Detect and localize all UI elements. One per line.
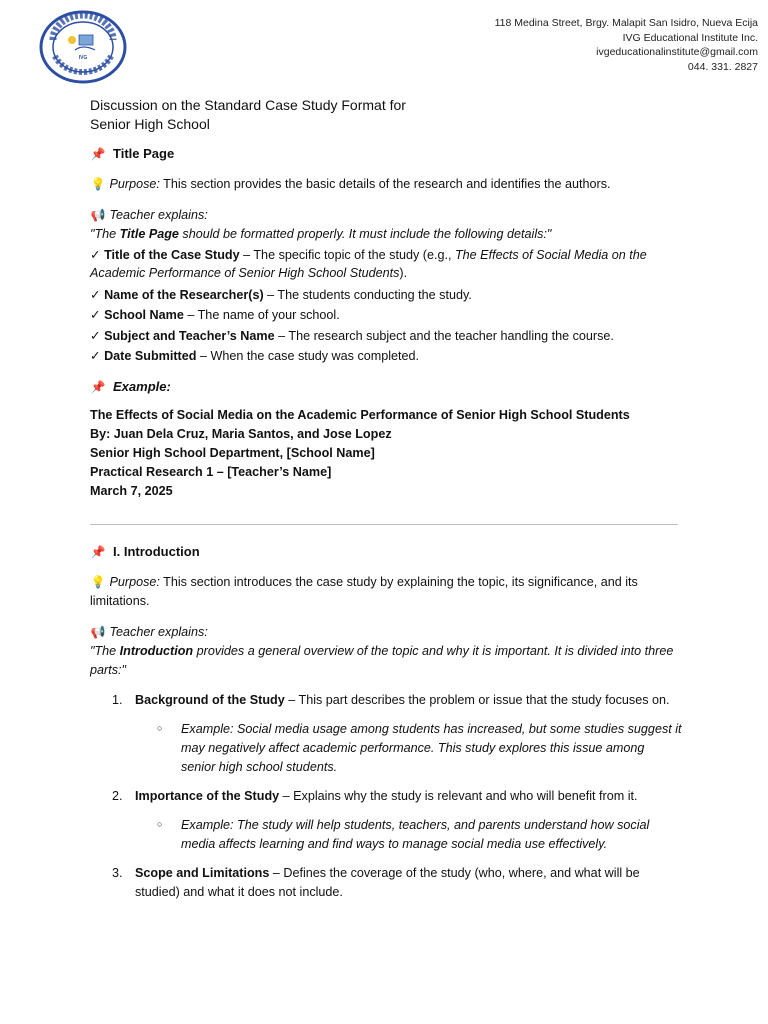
item-label: Background of the Study [135, 693, 285, 707]
check-icon: ✓ [90, 248, 101, 262]
example-label: Example: [113, 379, 171, 394]
teacher-label: Teacher explains: [109, 208, 208, 222]
list-number: 1. [112, 693, 123, 707]
quote-bold: Introduction [119, 644, 194, 658]
light-bulb-icon: 💡 [90, 177, 106, 191]
logo-center-text: IVG [78, 55, 88, 61]
item-italic: Academic Performance of Senior High School Students [90, 266, 400, 280]
pushpin-icon: 📌 [90, 544, 106, 559]
title-line-1: Discussion on the Standard Case Study Format for [90, 97, 406, 113]
purpose-text: This section provides the basic details of the research and identifies the authors. [159, 177, 611, 191]
item-label: Date Submitted [104, 349, 197, 363]
quote-part: "The [90, 227, 120, 241]
item-label: Name of the Researcher(s) [104, 288, 264, 302]
item-text: – Explains why the study is relevant and who will benefit from it. [279, 789, 638, 803]
example-text: Example: The study will help students, teachers, and parents understand how social [181, 818, 650, 832]
quote-bold: Title Page [119, 227, 179, 241]
item-text: – The research subject and the teacher handling the course. [274, 329, 614, 343]
list-number: 2. [112, 789, 123, 803]
example-sub-item [157, 720, 682, 741]
circle-bullet-icon: ○ [157, 723, 163, 733]
checklist-item [90, 348, 419, 363]
teacher-explains [90, 208, 208, 222]
address-line: 118 Medina Street, Brgy. Malapit San Isidro, Nueva Ecija [494, 17, 758, 29]
quote-part: "The [90, 644, 120, 658]
check-icon: ✓ [90, 329, 101, 343]
item-italic: The Effects of Social Media on the [454, 248, 647, 262]
example-text: senior high school students. [181, 760, 338, 774]
item-text: ). [399, 266, 408, 280]
example-line: March 7, 2025 [90, 484, 173, 498]
purpose-label: Purpose: [109, 177, 160, 191]
item-label: School Name [104, 308, 184, 322]
quote-part: provides a general overview of the topic and why it is important. It is divided into three [193, 644, 674, 658]
quote-part: should be formatted properly. It must include the following details:" [178, 227, 552, 241]
item-label: Importance of the Study [135, 789, 280, 803]
checklist-item-continuation [90, 266, 407, 280]
purpose-text: This section introduces the case study by explaining the topic, its significance, and its [159, 575, 638, 589]
example-text: media affects learning and find ways to manage social media use effectively. [181, 837, 608, 851]
example-heading [90, 379, 171, 394]
check-icon: ✓ [90, 288, 101, 302]
institution-name: IVG Educational Institute Inc. [622, 31, 758, 44]
list-item [112, 691, 670, 711]
section-divider [90, 524, 678, 525]
teacher-quote: parts:" [90, 663, 126, 677]
checklist-item [90, 328, 614, 343]
section-heading-text: Title Page [113, 146, 175, 161]
example-text: may negatively affect academic performance. This study explores this issue among [181, 741, 645, 755]
item-text: – When the case study was completed. [196, 349, 420, 363]
check-icon: ✓ [90, 308, 101, 322]
section-heading-introduction [90, 544, 200, 559]
example-sub-item [157, 816, 649, 837]
teacher-quote [90, 644, 673, 658]
document-title [90, 96, 406, 134]
example-line: By: Juan Dela Cruz, Maria Santos, and Jose Lopez [90, 427, 392, 441]
list-item [112, 864, 640, 884]
header-address [495, 16, 758, 74]
teacher-label: Teacher explains: [109, 625, 208, 639]
megaphone-icon: 📢 [90, 625, 106, 639]
checklist-item [90, 287, 472, 302]
teacher-explains [90, 625, 208, 639]
email-text: ivgeducationalinstitute@gmail.com [596, 46, 758, 58]
circle-bullet-icon: ○ [157, 819, 163, 829]
item-text: studied) and what it does not include. [135, 885, 343, 899]
item-text: – Defines the coverage of the study (who, where, and what will be [269, 866, 640, 880]
item-text: – The name of your school. [183, 308, 340, 322]
checklist-item [90, 307, 340, 322]
item-text: – This part describes the problem or issue that the study focuses on. [284, 693, 670, 707]
light-bulb-icon: 💡 [90, 575, 106, 589]
megaphone-icon: 📢 [90, 208, 106, 222]
example-line: The Effects of Social Media on the Academic Performance of Senior High School Students [90, 408, 630, 422]
purpose-label: Purpose: [109, 575, 160, 589]
check-icon: ✓ [90, 349, 101, 363]
example-text: Example: Social media usage among students has increased, but some studies suggest it [181, 722, 682, 736]
teacher-quote [90, 227, 551, 241]
purpose-text: limitations. [90, 594, 150, 608]
list-number: 3. [112, 866, 123, 880]
section-heading-title-page [90, 146, 174, 161]
example-line: Senior High School Department, [School Name] [90, 446, 375, 460]
section-heading-text: I. Introduction [113, 544, 200, 559]
pushpin-icon: 📌 [90, 379, 106, 394]
phone-text: 044. 331. 2827 [687, 60, 758, 73]
purpose-line [90, 177, 611, 191]
item-text: – The specific topic of the study (e.g., [239, 248, 455, 262]
checklist-item [90, 247, 647, 262]
example-line: Practical Research 1 – [Teacher’s Name] [90, 465, 332, 479]
pushpin-icon: 📌 [90, 146, 106, 161]
school-logo [39, 10, 127, 84]
item-text: – The students conducting the study. [263, 288, 472, 302]
list-item [112, 787, 638, 807]
title-line-2: Senior High School [90, 116, 210, 132]
item-label: Subject and Teacher’s Name [104, 329, 275, 343]
item-label: Title of the Case Study [104, 248, 240, 262]
purpose-line [90, 575, 638, 589]
item-label: Scope and Limitations [135, 866, 270, 880]
